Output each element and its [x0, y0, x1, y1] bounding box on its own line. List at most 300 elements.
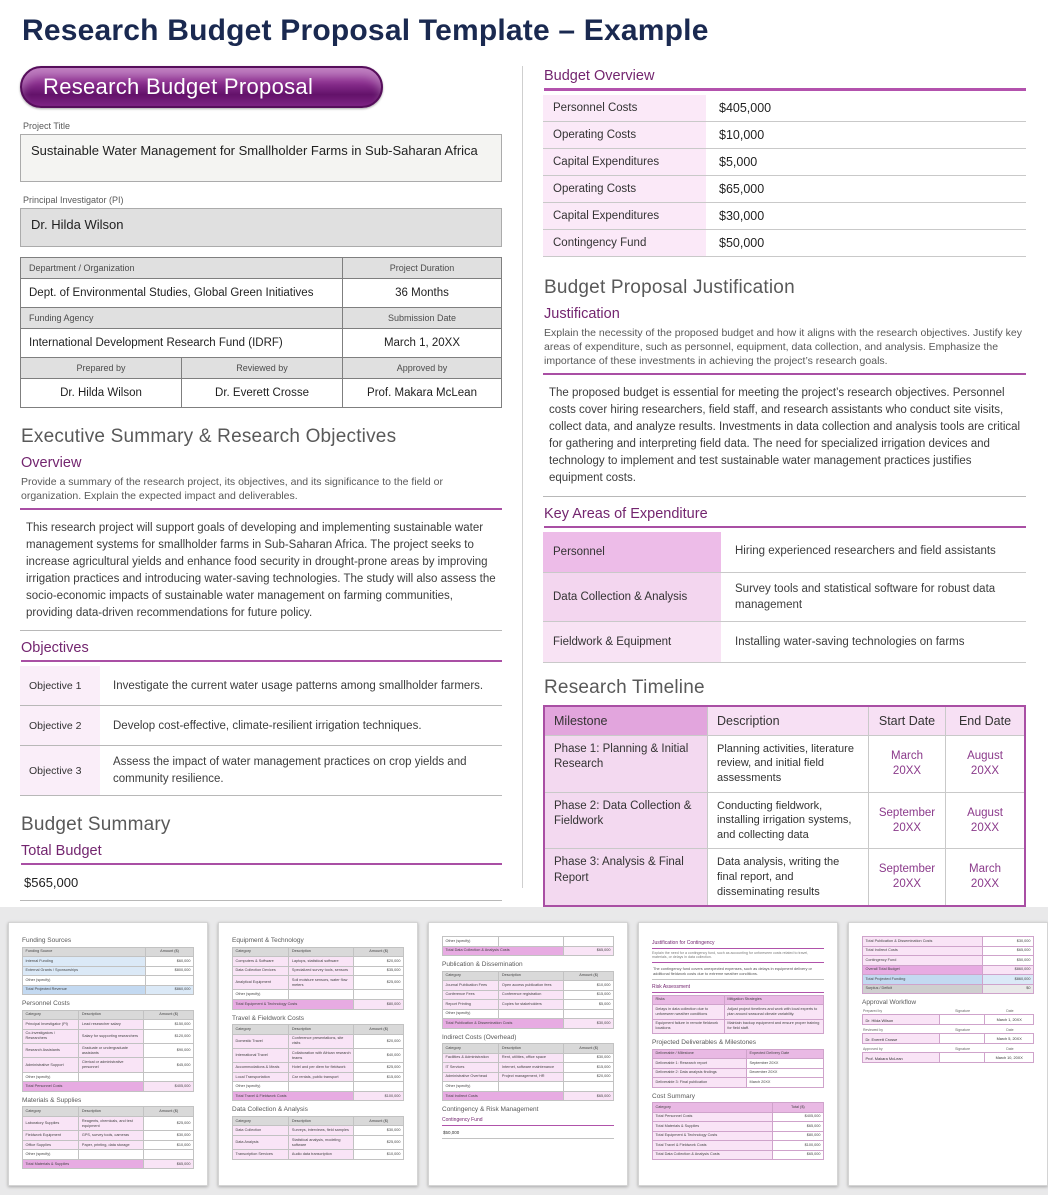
- mini-header-cell: Description: [79, 1010, 144, 1020]
- mini-cell: $860,000: [982, 975, 1033, 985]
- mini-header-cell: Funding Source: [23, 947, 146, 957]
- mini-cell: Project management, HR: [499, 1072, 564, 1082]
- project-info-table: [20, 257, 502, 358]
- mini-cell: Internet, software maintenance: [499, 1063, 564, 1073]
- timeline-col-end: End Date: [945, 707, 1024, 735]
- purple-divider: [543, 373, 1026, 375]
- signature-label: Signature: [955, 1047, 971, 1052]
- mini-header-cell: Category: [23, 1010, 79, 1020]
- mini-row: [653, 1068, 824, 1078]
- mini-cell: Reagents, chemicals, and test equipment: [79, 1116, 144, 1130]
- budget-category-label: Capital Expenditures: [543, 203, 706, 229]
- mini-row: [233, 1048, 404, 1062]
- approval-role-label: Reviewed by: [863, 1028, 884, 1033]
- mini-cell: Car rentals, public transport: [289, 1072, 354, 1082]
- budget-overview-row: [543, 176, 1026, 203]
- mini-cell: Data Collection: [233, 1126, 289, 1136]
- mini-cell: Other (specify): [23, 1072, 79, 1082]
- overview-body[interactable]: This research project will support goals of developing and implementing sustainable water management systems for smallholder farms in Sub-Saharan Africa. The project seeks to increase agricultural yields and enhance food security in drought-prone areas by improving irrigation practices and introducing water-saving technologies. The study will also assess the socio-economic impacts of sustainable water management on farming communities, providing data-driven recommendations for future policy.: [26, 522, 496, 619]
- mini-row: [443, 1053, 614, 1063]
- objective-text: Investigate the current water usage patterns among smallholder farmers.: [113, 679, 484, 692]
- budget-amount-value: $5,000: [719, 155, 758, 169]
- mini-cell: Clerical or administrative personnel: [79, 1058, 144, 1072]
- mini-cell: $65,000: [564, 1091, 614, 1101]
- mini-cell: $25,000: [354, 1136, 404, 1150]
- mini-row: [233, 1063, 404, 1073]
- mini-cell: $40,000: [354, 1048, 404, 1062]
- principal-investigator-field[interactable]: Dr. Hilda Wilson: [20, 208, 502, 247]
- mini-row: [23, 966, 194, 976]
- mini-table: [22, 947, 194, 996]
- mini-cell: [564, 937, 614, 947]
- mini-cell: $100,000: [772, 1141, 823, 1151]
- mini-header-cell: Description: [499, 1044, 564, 1054]
- mini-cell: [79, 1150, 144, 1160]
- mini-header-cell: Description: [289, 1116, 354, 1126]
- mini-cell: $25,000: [144, 1116, 194, 1130]
- mini-row: [23, 1029, 194, 1043]
- mini-cell: Deliverable 1: Research report: [653, 1059, 747, 1069]
- mini-cell: Salary for supporting researchers: [79, 1029, 144, 1043]
- mini-cell: Deliverable 3: Final publication: [653, 1078, 747, 1088]
- mini-cell: Total Projected Revenue: [23, 985, 146, 995]
- mini-cell: Co-investigators / Researchers: [23, 1029, 79, 1043]
- mini-cell: Laptops, statistical software: [289, 957, 354, 967]
- date-label: Date: [1006, 1047, 1014, 1052]
- mini-header-cell: Description: [289, 947, 354, 957]
- key-area-row: [543, 532, 1026, 573]
- mini-cell: Lead researcher salary: [79, 1020, 144, 1030]
- mini-cell: Domestic Travel: [233, 1034, 289, 1048]
- justification-hint: Explain the necessity of the proposed budget and how it aligns with the research objectives. Justify key areas of expenditure, such as personnel, equipment, data collection, and analysis. Emphasize the importance of these investments in achieving the project’s research goals.: [544, 327, 1023, 368]
- mini-cell: Conference Fees: [443, 990, 499, 1000]
- mini-cell: Hotel and per diem for fieldwork: [289, 1063, 354, 1073]
- mini-cell: [564, 1082, 614, 1092]
- mini-cell: $800,000: [146, 966, 194, 976]
- mini-row: [233, 976, 404, 990]
- justification-heading: Budget Proposal Justification: [544, 277, 795, 298]
- mini-cell: $65,000: [772, 1122, 823, 1132]
- column-divider: [522, 66, 523, 888]
- mini-row: [863, 984, 1034, 994]
- mini-header-cell: Amount ($): [354, 947, 404, 957]
- project-title-field[interactable]: Sustainable Water Management for Smallholder Farms in Sub-Saharan Africa: [20, 134, 502, 182]
- page-thumbnail[interactable]: [638, 922, 838, 1186]
- mini-cell: December 20XX: [747, 1068, 824, 1078]
- mini-row: [653, 1019, 824, 1033]
- thumb-value-line: $50,000: [442, 1128, 614, 1140]
- mini-cell: Conference presentations, site visits: [289, 1034, 354, 1048]
- objectives-table: [20, 666, 502, 795]
- mini-row: [233, 1150, 404, 1160]
- mini-row: [23, 1140, 194, 1150]
- mini-row: [443, 1082, 614, 1092]
- mini-cell: $90,000: [144, 1044, 194, 1058]
- mini-cell: Data Analysis: [233, 1136, 289, 1150]
- mini-row: [23, 976, 194, 986]
- timeline-milestone-cell: Phase 1: Planning & Initial Research: [545, 735, 707, 792]
- gray-divider: [20, 900, 502, 901]
- mini-row: [443, 1063, 614, 1073]
- thumb-section-heading: Equipment & Technology: [232, 937, 304, 944]
- key-area-label: Data Collection & Analysis: [543, 573, 721, 621]
- mini-table: [232, 1024, 404, 1101]
- reviewed-by-value-cell: Dr. Everett Crosse: [182, 379, 343, 408]
- mini-cell: Journal Publication Fees: [443, 981, 499, 991]
- mini-cell: $30,000: [564, 1019, 614, 1029]
- mini-header-cell: Total ($): [772, 1103, 823, 1113]
- signature-label: Signature: [955, 1028, 971, 1033]
- mini-cell: Research Assistants: [23, 1044, 79, 1058]
- project-title-label: Project Title: [23, 121, 71, 131]
- key-areas-table: [543, 532, 1026, 663]
- objective-label: Objective 1: [20, 666, 100, 705]
- mini-header-cell: Description: [289, 1025, 354, 1035]
- mini-cell: Other (specify): [23, 976, 146, 986]
- timeline-start-cell: March 20XX: [868, 735, 945, 792]
- mini-cell: Fieldwork Equipment: [23, 1131, 79, 1141]
- mini-cell: [289, 990, 354, 1000]
- key-area-row: [543, 573, 1026, 622]
- mini-cell: Data Collection Devices: [233, 966, 289, 976]
- mini-cell: Total Data Collection & Analysis Costs: [443, 946, 564, 956]
- mini-header-cell: Deliverable / Milestone: [653, 1049, 747, 1059]
- approval-row: [862, 1033, 1034, 1044]
- justification-body[interactable]: The proposed budget is essential for meeting the project’s research objectives. Personnel costs cover hiring researchers, field staff, and research assistants who conduct site visits, collect data, and analyze results. Investments in data collection and analysis tools are critical for gathering and interpreting field data. The need for specialized irrigation devices and technology to implement and test sustainable water management practices justifies equipment costs.: [549, 387, 1021, 484]
- key-area-text: Installing water-saving technologies on farms: [735, 635, 965, 648]
- mini-row: [653, 1150, 824, 1160]
- mini-row: [23, 1116, 194, 1130]
- mini-cell: $100,000: [354, 1091, 404, 1101]
- timeline-heading: Research Timeline: [544, 676, 705, 698]
- mini-row: [233, 1136, 404, 1150]
- page-thumbnail[interactable]: [8, 922, 208, 1186]
- mini-cell: GPS, survey tools, cameras: [79, 1131, 144, 1141]
- timeline-col-description: Description: [707, 707, 868, 735]
- mini-header-cell: Risks: [653, 995, 725, 1005]
- justification-subheading: Justification: [544, 306, 620, 322]
- budget-category-label: Operating Costs: [543, 176, 706, 202]
- mini-table: [652, 995, 824, 1034]
- mini-row: [233, 990, 404, 1000]
- mini-cell: $860,000: [146, 985, 194, 995]
- mini-header-cell: Category: [233, 1116, 289, 1126]
- document-title-pill-label: Research Budget Proposal: [43, 74, 314, 99]
- timeline-description-cell: Planning activities, literature review, and initial field assessments: [707, 735, 868, 792]
- mini-cell: IT Services: [443, 1063, 499, 1073]
- approver-name: Prof. Makara McLean: [863, 1053, 940, 1062]
- mini-cell: [499, 937, 564, 947]
- mini-header-row: [653, 1049, 824, 1059]
- mini-row: [863, 956, 1034, 966]
- thumb-subheading: Justification for Contingency: [652, 940, 824, 949]
- mini-header-row: [23, 1010, 194, 1020]
- mini-cell: Statistical analysis, modeling software: [289, 1136, 354, 1150]
- mini-row: [23, 1020, 194, 1030]
- page-thumbnail[interactable]: [428, 922, 628, 1186]
- mini-row: [233, 1072, 404, 1082]
- key-area-row: [543, 622, 1026, 663]
- mini-cell: [354, 1082, 404, 1092]
- budget-overview-row: [543, 149, 1026, 176]
- duration-header-cell: Project Duration: [343, 258, 502, 279]
- mini-cell: [144, 1072, 194, 1082]
- thumb-section-heading: Funding Sources: [22, 937, 72, 944]
- mini-cell: $30,000: [564, 1053, 614, 1063]
- mini-header-cell: Amount ($): [564, 971, 614, 981]
- mini-cell: September 20XX: [747, 1059, 824, 1069]
- funding-agency-value-cell: International Development Research Fund (IDRF): [21, 329, 343, 358]
- page-thumbnail[interactable]: [848, 922, 1048, 1186]
- thumb-section-heading: Indirect Costs (Overhead): [442, 1033, 517, 1041]
- thumb-section-heading: Approval Workflow: [862, 999, 917, 1007]
- mini-cell: $25,000: [354, 976, 404, 990]
- mini-cell: Overall Total Budget: [863, 965, 983, 975]
- prepared-by-header-cell: Prepared by: [21, 358, 182, 379]
- mini-row: [233, 1091, 404, 1101]
- mini-cell: Internal Funding: [23, 957, 146, 967]
- signature-cell: [940, 1053, 986, 1062]
- mini-cell: $15,000: [564, 1063, 614, 1073]
- mini-row: [653, 1122, 824, 1132]
- mini-cell: $25,000: [354, 1063, 404, 1073]
- approved-by-value-cell: Prof. Makara McLean: [343, 379, 502, 408]
- submission-date-value-cell: March 1, 20XX: [343, 329, 502, 358]
- mini-cell: Graduate or undergraduate assistants: [79, 1044, 144, 1058]
- mini-row: [233, 1000, 404, 1010]
- mini-cell: Surplus / Deficit: [863, 984, 983, 994]
- mini-row: [23, 1159, 194, 1169]
- mini-table: [652, 1102, 824, 1160]
- objective-text: Assess the impact of water management practices on crop yields and community resilience.: [113, 756, 467, 785]
- purple-divider: [20, 508, 502, 510]
- mini-table: [22, 1106, 194, 1169]
- mini-header-cell: Amount ($): [354, 1025, 404, 1035]
- gray-divider: [20, 630, 502, 631]
- mini-cell: Collaboration with African research teams: [289, 1048, 354, 1062]
- mini-cell: Administrative Support: [23, 1058, 79, 1072]
- mini-table: [442, 971, 614, 1029]
- overview-hint: Provide a summary of the research project, its objectives, and its significance to the field or organization. Explain the expected impact and deliverables.: [21, 476, 443, 503]
- mini-table: [862, 936, 1034, 994]
- objective-text: Develop cost-effective, climate-resilient irrigation techniques.: [113, 719, 422, 732]
- budget-amount-value: $65,000: [719, 182, 765, 196]
- mini-cell: Rent, utilities, office space: [499, 1053, 564, 1063]
- mini-row: [23, 985, 194, 995]
- mini-cell: Equipment failure in remote fieldwork locations: [653, 1019, 725, 1033]
- mini-row: [23, 1131, 194, 1141]
- document-title-pill: [20, 66, 383, 108]
- key-area-label: Fieldwork & Equipment: [543, 622, 721, 662]
- submission-date-header-cell: Submission Date: [343, 308, 502, 329]
- mini-cell: Facilities & Administration: [443, 1053, 499, 1063]
- mini-header-cell: Expected Delivery Date: [747, 1049, 824, 1059]
- mini-cell: $10,000: [144, 1140, 194, 1150]
- mini-cell: Other (specify): [443, 1009, 499, 1019]
- mini-cell: Surveys, interviews, field samples: [289, 1126, 354, 1136]
- mini-cell: External Grants / Sponsorships: [23, 966, 146, 976]
- mini-cell: Soil moisture sensors, water flow meters: [289, 976, 354, 990]
- mini-header-cell: Category: [443, 1044, 499, 1054]
- mini-row: [443, 1072, 614, 1082]
- mini-cell: Total Travel & Fieldwork Costs: [653, 1141, 773, 1151]
- mini-row: [653, 1078, 824, 1088]
- mini-cell: $20,000: [354, 957, 404, 967]
- mini-row: [443, 1019, 614, 1029]
- mini-cell: Total Materials & Supplies: [23, 1159, 144, 1169]
- mini-cell: $5,000: [564, 1000, 614, 1010]
- mini-cell: $120,000: [144, 1029, 194, 1043]
- signatories-table: [20, 357, 502, 408]
- budget-overview-table: [543, 95, 1026, 257]
- budget-overview-row: [543, 203, 1026, 230]
- mini-header-cell: Description: [79, 1107, 144, 1117]
- exec-summary-heading: Executive Summary & Research Objectives: [21, 426, 397, 447]
- mini-cell: Office Supplies: [23, 1140, 79, 1150]
- total-budget-heading: Total Budget: [21, 843, 502, 865]
- prepared-by-value-cell: Dr. Hilda Wilson: [21, 379, 182, 408]
- mini-cell: Other (specify): [23, 1150, 79, 1160]
- budget-overview-row: [543, 122, 1026, 149]
- mini-row: [863, 965, 1034, 975]
- mini-cell: Total Materials & Supplies: [653, 1122, 773, 1132]
- mini-cell: $30,000: [144, 1131, 194, 1141]
- objective-row: [20, 746, 502, 795]
- mini-cell: $65,000: [144, 1159, 194, 1169]
- mini-cell: [564, 1009, 614, 1019]
- timeline-start-cell: September 20XX: [868, 848, 945, 905]
- mini-cell: Specialized survey tools, sensors: [289, 966, 354, 976]
- mini-cell: Computers & Software: [233, 957, 289, 967]
- mini-cell: Open access publication fees: [499, 981, 564, 991]
- left-column: [20, 64, 502, 910]
- mini-cell: $80,000: [772, 1131, 823, 1141]
- mini-row: [443, 981, 614, 991]
- mini-row: [653, 1131, 824, 1141]
- budget-category-label: Operating Costs: [543, 122, 706, 148]
- mini-header-row: [23, 947, 194, 957]
- mini-cell: $20,000: [564, 1072, 614, 1082]
- mini-cell: Other (specify): [443, 1082, 499, 1092]
- budget-category-label: Contingency Fund: [543, 230, 706, 256]
- mini-cell: Other (specify): [233, 1082, 289, 1092]
- mini-cell: Total Indirect Costs: [443, 1091, 564, 1101]
- mini-row: [443, 1091, 614, 1101]
- mini-cell: Analytical Equipment: [233, 976, 289, 990]
- mini-header-cell: Amount ($): [144, 1107, 194, 1117]
- mini-cell: $30,000: [354, 1126, 404, 1136]
- mini-row: [443, 1000, 614, 1010]
- thumb-section-heading: Personnel Costs: [22, 1000, 70, 1008]
- mini-header-cell: Category: [443, 971, 499, 981]
- mini-header-cell: Mitigation Strategies: [724, 995, 823, 1005]
- mini-cell: $50,000: [982, 956, 1033, 966]
- thumb-paragraph: The contingency fund covers unexpected expenses, such as delays in equipment delivery or additional fieldwork costs due to extreme weather conditions.: [652, 962, 824, 980]
- thumb-section-heading: Cost Summary: [652, 1092, 695, 1100]
- mini-cell: $65,000: [982, 946, 1033, 956]
- mini-row: [653, 1112, 824, 1122]
- budget-amount-value: $10,000: [719, 128, 765, 142]
- mini-cell: Deliverable 2: Data analysis findings: [653, 1068, 747, 1078]
- document: [0, 14, 1048, 940]
- mini-cell: Copies for stakeholders: [499, 1000, 564, 1010]
- timeline-description-cell: Conducting fieldwork, installing irrigation systems, and collecting data: [707, 792, 868, 849]
- mini-row: [863, 975, 1034, 985]
- mini-cell: Delays in data collection due to unforeseen weather conditions: [653, 1005, 725, 1019]
- total-budget-value[interactable]: $565,000: [24, 874, 79, 890]
- mini-header-row: [443, 971, 614, 981]
- mini-cell: International Travel: [233, 1048, 289, 1062]
- key-area-text: Hiring experienced researchers and field assistants: [735, 545, 996, 558]
- mini-cell: Total Publication & Dissemination Costs: [863, 937, 983, 947]
- budget-amount-value: $30,000: [719, 209, 765, 223]
- mini-header-row: [233, 1116, 404, 1126]
- timeline-milestone-cell: Phase 2: Data Collection & Fieldwork: [545, 792, 707, 849]
- mini-header-cell: Description: [499, 971, 564, 981]
- mini-header-row: [233, 947, 404, 957]
- key-areas-heading: Key Areas of Expenditure: [544, 506, 1026, 528]
- mini-cell: [499, 1009, 564, 1019]
- approval-header: [862, 1009, 1034, 1013]
- mini-table: [232, 947, 404, 1010]
- page-title: Research Budget Proposal Template – Example: [22, 14, 709, 47]
- mini-cell: [499, 1082, 564, 1092]
- principal-investigator-label: Principal Investigator (PI): [23, 195, 124, 205]
- mini-row: [23, 1082, 194, 1092]
- mini-row: [863, 937, 1034, 947]
- mini-header-row: [653, 995, 824, 1005]
- mini-cell: Principal Investigator (PI): [23, 1020, 79, 1030]
- mini-cell: Administrative Overhead: [443, 1072, 499, 1082]
- thumb-section-heading: Materials & Supplies: [22, 1096, 82, 1104]
- mini-cell: Other (specify): [233, 990, 289, 1000]
- mini-cell: Total Personnel Costs: [653, 1112, 773, 1122]
- budget-category-label: Capital Expenditures: [543, 149, 706, 175]
- mini-cell: Other (specify): [443, 937, 499, 947]
- mini-cell: $0: [982, 984, 1033, 994]
- mini-cell: Transcription Services: [233, 1150, 289, 1160]
- mini-cell: Laboratory Supplies: [23, 1116, 79, 1130]
- thumb-section-heading: Travel & Fieldwork Costs: [232, 1014, 304, 1022]
- mini-table: [22, 1010, 194, 1092]
- approved-by-header-cell: Approved by: [343, 358, 502, 379]
- mini-cell: Total Publication & Dissemination Costs: [443, 1019, 564, 1029]
- right-column: [543, 64, 1026, 940]
- page-thumbnail[interactable]: [218, 922, 418, 1186]
- mini-cell: $80,000: [354, 1000, 404, 1010]
- budget-overview-row: [543, 230, 1026, 257]
- signature-cell: [940, 1015, 986, 1024]
- department-header-cell: Department / Organization: [21, 258, 343, 279]
- approval-header: [862, 1047, 1034, 1051]
- mini-table: [442, 1043, 614, 1101]
- mini-cell: [146, 976, 194, 986]
- thumb-section-heading: Projected Deliverables & Milestones: [652, 1039, 757, 1047]
- mini-cell: $35,000: [354, 966, 404, 976]
- mini-cell: Total Travel & Fieldwork Costs: [233, 1091, 354, 1101]
- mini-row: [23, 1072, 194, 1082]
- mini-header-cell: Amount ($): [144, 1010, 194, 1020]
- thumb-section-heading: Publication & Dissemination: [442, 961, 523, 969]
- gray-divider: [543, 496, 1026, 497]
- mini-row: [233, 1034, 404, 1048]
- mini-row: [443, 990, 614, 1000]
- mini-cell: Audio data transcription: [289, 1150, 354, 1160]
- mini-row: [443, 946, 614, 956]
- approval-row: [862, 1052, 1034, 1063]
- mini-header-row: [653, 1103, 824, 1113]
- mini-cell: $15,000: [564, 990, 614, 1000]
